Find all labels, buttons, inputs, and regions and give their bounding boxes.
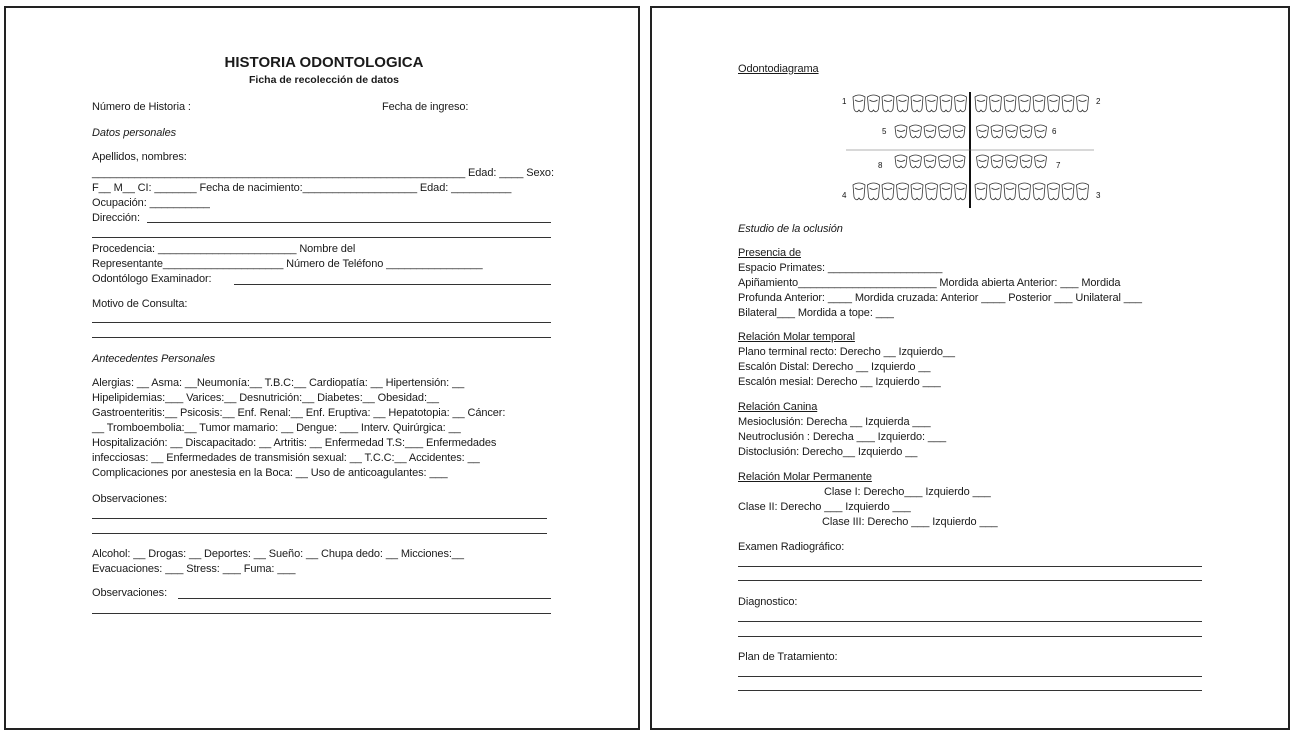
tooth-detail [1008, 130, 1016, 132]
temporal-molar-heading: Relación Molar temporal [738, 331, 855, 343]
tooth-outline [1077, 183, 1089, 200]
age-sex-line: ______________________________________________________________ Edad: ____ Sexo: [92, 167, 554, 179]
odontogram-diagram [842, 88, 1102, 214]
radiographic-label: Examen Radiográfico: [738, 541, 845, 553]
tooth-outline [940, 183, 952, 200]
consult-line-1 [92, 322, 551, 323]
tooth-detail [977, 188, 985, 190]
tooth-detail [1008, 160, 1016, 162]
diagnosis-label: Diagnostico: [738, 596, 798, 608]
tooth-detail [957, 100, 965, 102]
antecedent-line: Complicaciones por anestesia en la Boca: __ Uso de anticoagulantes: ___ [92, 467, 448, 479]
tooth-detail [928, 188, 936, 190]
diagnosis-line [738, 621, 1202, 622]
presence-line: Bilateral___ Mordida a tope: ___ [738, 307, 894, 319]
presence-heading: Presencia de [738, 247, 802, 259]
tooth-outline [897, 95, 909, 112]
tooth-outline [882, 183, 894, 200]
tooth-detail [955, 160, 963, 162]
tooth-detail [1006, 188, 1014, 190]
address-line [147, 222, 551, 223]
temporal-molar-line: Plano terminal recto: Derecho __ Izquierdo__ [738, 346, 955, 358]
tooth-outline [1004, 95, 1016, 112]
occupation-label: Ocupación: __________ [92, 197, 210, 209]
tooth-outline [1048, 95, 1060, 112]
tooth-outline [1077, 95, 1089, 112]
tooth-detail [1064, 100, 1072, 102]
tooth-detail [899, 188, 907, 190]
tooth-detail [941, 130, 949, 132]
tooth-detail [855, 188, 863, 190]
occlusion-heading: Estudio de la oclusión [738, 223, 843, 235]
tooth-detail [1021, 188, 1029, 190]
tooth-detail [897, 160, 905, 162]
observations-label-2: Observaciones: [92, 587, 168, 599]
diagnosis-line [738, 636, 1202, 637]
representative-line: Representante____________________ Número de Teléfono ________________ [92, 258, 483, 270]
tooth-detail [955, 130, 963, 132]
tooth-outline [1004, 183, 1016, 200]
treatment-line [738, 676, 1202, 677]
tooth-outline [926, 95, 938, 112]
tooth-outline [990, 183, 1002, 200]
consult-reason-label: Motivo de Consulta: [92, 298, 188, 310]
canine-line: Distoclusión: Derecho__ Izquierdo __ [738, 446, 918, 458]
page-subtitle: Ficha de recolección de datos [249, 74, 399, 86]
examiner-label: Odontólogo Examinador: [92, 273, 212, 285]
permanent-molar-heading: Relación Molar Permanente [738, 471, 872, 483]
tooth-detail [1021, 100, 1029, 102]
antecedent-line: Gastroenteritis:__ Psicosis:__ Enf. Renal:__ Enf. Eruptiva: __ Hepatotopia: __ Cáncer: [92, 407, 506, 419]
radiographic-line [738, 580, 1202, 581]
tooth-detail [912, 160, 920, 162]
quadrant-label: 3 [1096, 191, 1101, 200]
tooth-detail [1050, 188, 1058, 190]
canine-heading: Relación Canina [738, 401, 818, 413]
admission-date-label: Fecha de ingreso: [382, 101, 469, 113]
class-1-line: Clase I: Derecho___ Izquierdo ___ [824, 486, 991, 498]
tooth-detail [870, 188, 878, 190]
tooth-detail [1079, 100, 1087, 102]
tooth-outline [955, 183, 967, 200]
tooth-detail [1035, 100, 1043, 102]
gender-id-line: F__ M__ CI: _______ Fecha de nacimiento:___________________ Edad: __________ [92, 182, 512, 194]
tooth-outline [882, 95, 894, 112]
tooth-outline [911, 183, 923, 200]
tooth-detail [1064, 188, 1072, 190]
tooth-detail [1050, 100, 1058, 102]
tooth-detail [1079, 188, 1087, 190]
tooth-outline [853, 95, 865, 112]
temporal-molar-line: Escalón Distal: Derecho __ Izquierdo __ [738, 361, 931, 373]
tooth-detail [957, 188, 965, 190]
quadrant-label: 4 [842, 191, 847, 200]
tooth-detail [1035, 188, 1043, 190]
tooth-detail [1006, 100, 1014, 102]
temporal-molar-line: Escalón mesial: Derecho __ Izquierdo ___ [738, 376, 941, 388]
presence-line: Espacio Primates: ___________________ [738, 262, 943, 274]
tooth-outline [1033, 95, 1045, 112]
antecedent-line: infecciosas: __ Enfermedades de transmisión sexual: __ T.C.C:__ Accidentes: __ [92, 452, 480, 464]
tooth-detail [913, 188, 921, 190]
examiner-line [234, 284, 551, 285]
origin-label: Procedencia: _______________________ Nombre del [92, 243, 356, 255]
tooth-detail [941, 160, 949, 162]
tooth-outline [926, 183, 938, 200]
tooth-detail [993, 130, 1001, 132]
address-label: Dirección: [92, 212, 140, 224]
treatment-line [738, 690, 1202, 691]
tooth-detail [913, 100, 921, 102]
tooth-detail [977, 100, 985, 102]
tooth-detail [870, 100, 878, 102]
tooth-outline [1019, 183, 1031, 200]
quadrant-label: 5 [882, 127, 887, 136]
tooth-detail [992, 188, 1000, 190]
odontogram-heading: Odontodiagrama [738, 63, 819, 75]
quadrant-label: 8 [878, 161, 883, 170]
class-3-line: Clase III: Derecho ___ Izquierdo ___ [822, 516, 998, 528]
historia-number-label: Número de Historia : [92, 101, 191, 113]
tooth-outline [853, 183, 865, 200]
page-title: HISTORIA ODONTOLOGICA [224, 54, 424, 71]
tooth-detail [1037, 130, 1045, 132]
observations-line [92, 613, 551, 614]
tooth-outline [1062, 95, 1074, 112]
tooth-detail [1022, 160, 1030, 162]
tooth-detail [1022, 130, 1030, 132]
quadrant-label: 7 [1056, 161, 1061, 170]
antecedent-line: Hospitalización: __ Discapacitado: __ Artritis: __ Enfermedad T.S:___ Enfermedades [92, 437, 497, 449]
antecedent-line: Alergias: __ Asma: __Neumonía:__ T.B.C:__ Cardiopatía: __ Hipertensión: __ [92, 377, 465, 389]
canine-line: Mesioclusión: Derecha __ Izquierda ___ [738, 416, 931, 428]
tooth-detail [928, 100, 936, 102]
names-label: Apellidos, nombres: [92, 151, 187, 163]
tooth-outline [990, 95, 1002, 112]
tooth-detail [993, 160, 1001, 162]
tooth-outline [1048, 183, 1060, 200]
presence-line: Profunda Anterior: ____ Mordida cruzada: Anterior ____ Posterior ___ Unilateral ___ [738, 292, 1142, 304]
tooth-outline [975, 95, 987, 112]
tooth-outline [1062, 183, 1074, 200]
tooth-detail [942, 188, 950, 190]
canine-line: Neutroclusión : Derecha ___ Izquierdo: ___ [738, 431, 946, 443]
quadrant-label: 1 [842, 97, 847, 106]
tooth-outline [911, 95, 923, 112]
tooth-outline [868, 95, 880, 112]
consult-line-2 [92, 337, 551, 338]
tooth-detail [912, 130, 920, 132]
observations-line [92, 518, 547, 519]
tooth-outline [868, 183, 880, 200]
tooth-outline [955, 95, 967, 112]
tooth-outline [897, 183, 909, 200]
tooth-outline [940, 95, 952, 112]
quadrant-label: 2 [1096, 97, 1101, 106]
tooth-detail [979, 130, 987, 132]
tooth-detail [855, 100, 863, 102]
antecedent-line: Hipelipidemias:___ Varices:__ Desnutrición:__ Diabetes:__ Obesidad:__ [92, 392, 439, 404]
habits-line: Evacuaciones: ___ Stress: ___ Fuma: ___ [92, 563, 296, 575]
tooth-detail [942, 100, 950, 102]
tooth-detail [992, 100, 1000, 102]
address-line-2 [92, 237, 551, 238]
observations-line [178, 598, 551, 599]
tooth-outline [1019, 95, 1031, 112]
tooth-outline [1033, 183, 1045, 200]
tooth-detail [884, 188, 892, 190]
tooth-outline [975, 183, 987, 200]
observations-label-1: Observaciones: [92, 493, 168, 505]
personal-data-heading: Datos personales [92, 127, 177, 139]
tooth-detail [926, 130, 934, 132]
tooth-detail [897, 130, 905, 132]
treatment-plan-label: Plan de Tratamiento: [738, 651, 838, 663]
tooth-detail [1037, 160, 1045, 162]
observations-line [92, 533, 547, 534]
presence-line: Apiñamiento_______________________ Mordida abierta Anterior: ___ Mordida [738, 277, 1121, 289]
antecedents-heading: Antecedentes Personales [92, 353, 216, 365]
tooth-detail [979, 160, 987, 162]
antecedent-line: __ Tromboembolia:__ Tumor mamario: __ Dengue: ___ Interv. Quirúrgica: __ [92, 422, 461, 434]
form-page-1 [4, 6, 640, 730]
form-page-2 [650, 6, 1290, 730]
tooth-detail [884, 100, 892, 102]
quadrant-label: 6 [1052, 127, 1057, 136]
class-2-line: Clase II: Derecho ___ Izquierdo ___ [738, 501, 911, 513]
tooth-detail [899, 100, 907, 102]
tooth-detail [926, 160, 934, 162]
habits-line: Alcohol: __ Drogas: __ Deportes: __ Sueño: __ Chupa dedo: __ Micciones:__ [92, 548, 464, 560]
radiographic-line [738, 566, 1202, 567]
